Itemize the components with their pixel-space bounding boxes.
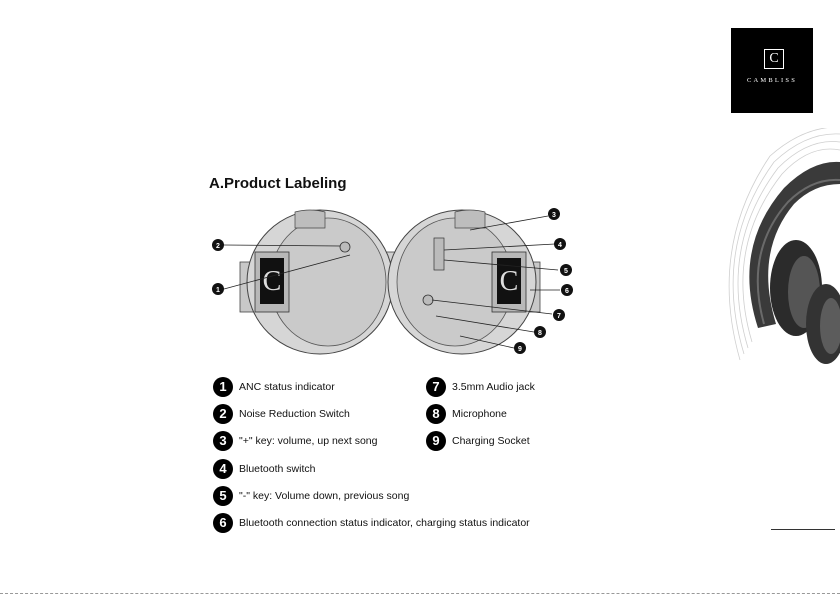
callout-7 <box>553 309 565 321</box>
svg-text:1: 1 <box>216 287 220 294</box>
legend-number-9: 9 <box>426 431 446 451</box>
legend-number-2: 2 <box>213 404 233 424</box>
callout-4 <box>554 238 566 250</box>
legend-label-2: Noise Reduction Switch <box>239 408 350 420</box>
logo-monogram: C <box>764 49 784 69</box>
legend-number-4: 4 <box>213 459 233 479</box>
legend-label-7: 3.5mm Audio jack <box>452 381 535 393</box>
section-title: A.Product Labeling <box>209 175 347 192</box>
legend-label-5: "-" key: Volume down, previous song <box>239 490 410 502</box>
legend-label-3: "+" key: volume, up next song <box>239 435 378 447</box>
logo-wordmark: CAMBLISS <box>746 77 798 84</box>
callout-3 <box>548 208 560 220</box>
svg-text:C: C <box>499 266 519 297</box>
callout-6 <box>561 284 573 296</box>
legend-label-1: ANC status indicator <box>239 381 335 393</box>
svg-text:4: 4 <box>558 242 562 249</box>
legend-item-1 <box>213 377 335 397</box>
legend-label-9: Charging Socket <box>452 435 530 447</box>
callout-1 <box>212 283 224 295</box>
headphone-side-illustration <box>718 128 840 378</box>
legend-item-6 <box>213 513 530 533</box>
brand-logo <box>731 28 813 113</box>
page-bottom-border <box>0 593 840 594</box>
legend-item-9 <box>426 431 530 451</box>
legend-number-6: 6 <box>213 513 233 533</box>
legend-item-4 <box>213 459 315 479</box>
svg-text:2: 2 <box>216 243 220 250</box>
legend-item-7 <box>426 377 535 397</box>
legend-item-3 <box>213 431 378 451</box>
callout-2 <box>212 239 224 251</box>
svg-text:C: C <box>262 266 282 297</box>
legend-item-2 <box>213 404 350 424</box>
svg-text:8: 8 <box>538 330 542 337</box>
left-ear-cup <box>240 210 393 354</box>
legend-number-8: 8 <box>426 404 446 424</box>
legend-number-7: 7 <box>426 377 446 397</box>
svg-text:9: 9 <box>518 346 522 353</box>
legend-number-5: 5 <box>213 486 233 506</box>
callout-5 <box>560 264 572 276</box>
svg-text:7: 7 <box>557 313 561 320</box>
legend-item-8 <box>426 404 507 424</box>
callout-8 <box>534 326 546 338</box>
legend-label-4: Bluetooth switch <box>239 463 316 475</box>
legend-label-8: Microphone <box>452 408 507 420</box>
callout-9 <box>514 342 526 354</box>
legend-number-3: 3 <box>213 431 233 451</box>
right-ear-cup <box>388 210 540 354</box>
svg-text:5: 5 <box>564 268 568 275</box>
legend-number-1: 1 <box>213 377 233 397</box>
side-divider <box>771 529 835 530</box>
legend-label-6: Bluetooth connection status indicator, charging status indicator <box>239 517 530 529</box>
svg-text:3: 3 <box>552 212 556 219</box>
headphone-diagram <box>200 200 580 360</box>
legend-item-5 <box>213 486 409 506</box>
svg-text:6: 6 <box>565 288 569 295</box>
